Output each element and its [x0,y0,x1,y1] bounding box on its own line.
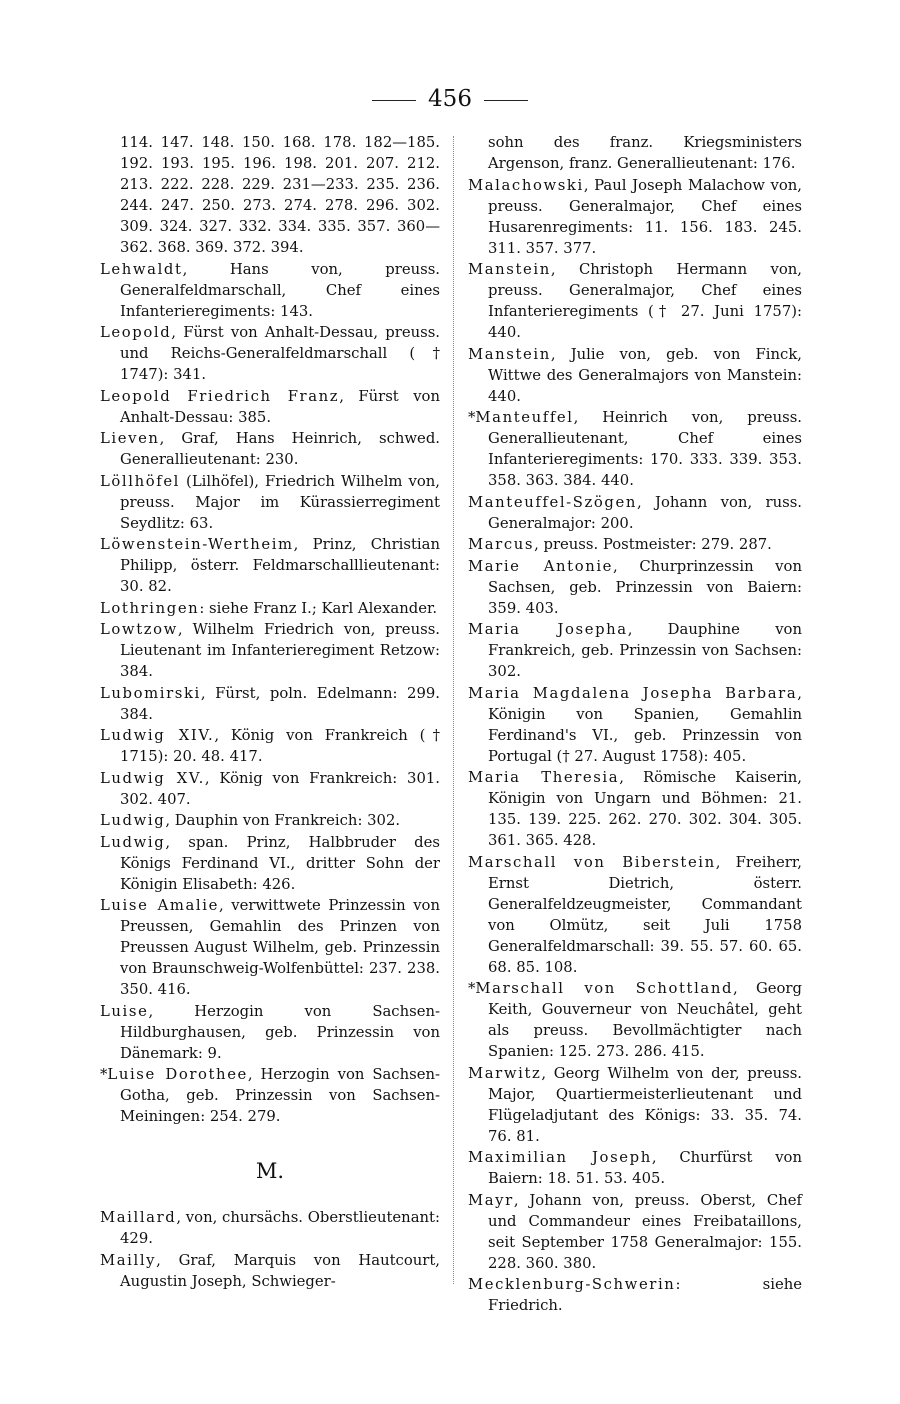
left-column [100,132,440,1292]
entry-headword: Manteuffel [475,409,574,426]
index-entry [468,852,802,978]
index-entry [468,492,802,534]
index-entry [468,534,802,555]
entry-headword: Maria Theresia [468,769,620,786]
entry-headword: Manstein [468,261,551,278]
section-heading-m: M. [255,1159,285,1183]
index-entry [468,407,802,491]
entry-headword: Marie Antonie [468,557,614,575]
entry-text: , Churprinzessin von Sachsen, geb. Prinzessin von Baiern: 359. 403. [488,557,802,617]
entry-headword: Leopold Friedrich Franz [100,387,340,405]
entry-headword: Lieven [100,430,160,447]
entry-headword: Malachowski [468,176,584,194]
entry-text: , Fürst, poln. Edelmann: 299. 384. [120,684,440,723]
entry-headword: Lothringen [100,599,200,617]
entry-headword: Lowtzow [100,621,178,638]
entry-headword: Leopold [100,324,172,341]
entry-text: 114. 147. 148. 150. 168. 178. 182—185. 192. 193. 195. 196. 198. 201. 207. 212. 213. 222. 228. 229. 231—233. 235. 236. 244. 247. 250. 273. 274. 278. 296. 302. 309. 324. 327. 332. 334. 335. 357. 360—362. 368. 369. 372. 394. [120,134,440,256]
entry-text: , span. Prinz, Halbbruder des Königs Ferdinand VI., dritter Sohn der Königin Elisabeth: 426. [120,833,440,893]
entry-text: , Dauphine von Frankreich, geb. Prinzessin von Sachsen: 302. [488,621,802,680]
index-entry [468,1274,802,1316]
left-entry-list-m [100,1207,440,1292]
entry-text: , Hans von, preuss. Generalfeldmarschall, Chef eines Infanterieregiments: 143. [120,260,440,320]
index-entry [468,619,802,682]
entry-headword: Marcus [468,536,535,553]
entry-star-mark: * [468,980,476,997]
index-entry [100,683,440,725]
index-entry [100,428,440,470]
entry-text: , Fürst von Anhalt-Dessau, preuss. und Reichs-Generalfeldmarschall († 1747): 341. [120,324,440,383]
index-entry [100,322,440,385]
entry-text: , Georg Wilhelm von der, preuss. Major, Quartiermeisterlieutenant und Flügeladjutant des Königs: 33. 35. 74. 76. 81. [488,1064,802,1145]
index-entry [100,725,440,767]
entry-text: , Wilhelm Friedrich von, preuss. Lieutenant im Infanterieregiment Retzow: 384. [120,621,440,680]
index-entry [100,1250,440,1292]
entry-headword: Ludwig XV. [100,769,205,787]
entry-headword: Ludwig [100,812,166,829]
index-entry [468,556,802,619]
index-entry [100,895,440,1000]
index-entry [100,598,440,619]
index-entry [100,259,440,322]
index-entry [468,259,802,343]
entry-text: , Herzogin von Sachsen-Gotha, geb. Prinzessin von Sachsen-Meiningen: 254. 279. [120,1066,440,1125]
index-entry [468,683,802,767]
index-entry [100,386,440,428]
entry-text: , verwittwete Prinzessin von Preussen, Gemahlin des Prinzen von Preussen August Wilhelm, geb. Prinzessin von Braunschweig-Wolfenbüttel: 237. 238. 350. 416. [120,897,440,998]
entry-text: , Georg Keith, Gouverneur von Neuchâtel, geht als preuss. Bevollmächtigter nach Spanien: 125. 273. 286. 415. [488,980,802,1060]
entry-text: , König von Frankreich: 301. 302. 407. [120,769,440,808]
entry-text: , Prinz, Christian Philipp, österr. Feldmarschalllieutenant: 30. 82. [120,536,440,595]
entry-text: , Römische Kaiserin, Königin von Ungarn und Böhmen: 21. 135. 139. 225. 262. 270. 302. 304. 305. 361. 365. 428. [488,769,802,849]
entry-text: , Paul Joseph Malachow von, preuss. Generalmajor, Chef eines Husarenregiments: 11. 156. 183. 245. 311. 357. 377. [488,176,802,257]
entry-headword: Luise Amalie [100,897,219,914]
entry-text: , König von Frankreich († 1715): 20. 48. 417. [120,727,441,765]
index-entry [468,1147,802,1189]
index-entry [100,619,440,682]
entry-headword: Marschall von Schottland [475,980,734,997]
entry-headword: Löllhöfel [100,472,181,490]
entry-headword: Ludwig XIV. [100,727,215,744]
page-number: 456 [428,86,472,112]
entry-headword: Mailly [100,1251,157,1269]
entry-text: , Heinrich von, preuss. Generallieutenant, Chef eines Infanterieregiments: 170. 333. 339. 353. 358. 363. 384. 440. [488,409,802,489]
index-entry [468,767,802,851]
index-entry [468,978,802,1062]
entry-text: , Christoph Hermann von, preuss. Generalmajor, Chef eines Infanterieregiments († 27. Juni 1757): 440. [488,261,802,341]
entry-text: , Graf, Hans Heinrich, schwed. Generallieutenant: 230. [120,430,440,468]
index-entry [100,534,440,597]
column-divider [453,136,454,1284]
right-column [468,132,802,1317]
entry-text: : siehe Friedrich. [488,1276,802,1314]
index-entry [468,1190,802,1274]
index-entry [100,1001,440,1064]
index-entry [468,132,802,174]
entry-star-mark: * [100,1066,108,1083]
entry-headword: Lubomirski [100,684,201,702]
left-entry-list [100,132,440,1127]
entry-headword: Mecklenburg-Schwerin [468,1276,676,1293]
entry-text: , Johann von, russ. Generalmajor: 200. [488,493,802,532]
entry-text: , Julie von, geb. von Finck, Wittwe des Generalmajors von Manstein: 440. [488,345,802,405]
entry-headword: Mayr [468,1191,514,1209]
index-entry [100,1207,440,1249]
right-entry-list [468,132,802,1316]
entry-headword: Luise Dorothee [107,1066,248,1083]
entry-text: , von, chursächs. Oberstlieutenant: 429. [120,1209,440,1247]
entry-text: , Dauphin von Frankreich: 302. [165,812,401,829]
entry-headword: Maillard [100,1209,177,1226]
index-entry [468,175,802,259]
entry-text: , Herzogin von Sachsen-Hildburghausen, geb. Prinzessin von Dänemark: 9. [120,1002,440,1062]
index-entry [468,344,802,407]
entry-headword: Luise [100,1002,149,1020]
header-rule-left [372,100,416,101]
index-entry [100,471,440,534]
entry-text: , Fürst von Anhalt-Dessau: 385. [120,387,440,426]
entry-headword: Marschall von Biberstein [468,853,716,871]
entry-text: , Freiherr, Ernst Dietrich, österr. Generalfeldzeugmeister, Commandant von Olmütz, seit Juli 1758 Generalfeldmarschall: 39. 55. 57. 60. 65. 68. 85. 108. [488,853,802,976]
entry-headword: Maximilian Joseph [468,1149,652,1166]
entry-text: , Churfürst von Baiern: 18. 51. 53. 405. [488,1149,802,1187]
index-entry [100,1064,440,1127]
entry-headword: Löwenstein-Wertheim [100,536,294,553]
entry-text: , Königin von Spanien, Gemahlin Ferdinand's VI., geb. Prinzessin von Portugal († 27. August 1758): 405. [488,684,802,765]
entry-headword: Manteuffel-Szögen [468,493,637,511]
entry-headword: Manstein [468,345,551,363]
entry-star-mark: * [468,409,476,426]
page-header [0,86,900,112]
entry-headword: Lehwaldt [100,260,183,278]
index-entry [100,768,440,810]
entry-text: sohn des franz. Kriegsministers Argenson, franz. Generallieutenant: 176. [488,134,802,172]
entry-text: , preuss. Postmeister: 279. 287. [534,536,772,553]
entry-headword: Marwitz [468,1064,542,1082]
entry-headword: Maria Magdalena Josepha Barbara [468,684,798,702]
index-entry [100,832,440,895]
entry-text: (Lilhöfel), Friedrich Wilhelm von, preuss. Major im Kürassierregiment Seydlitz: 63. [120,472,440,532]
entry-text: : siehe Franz I.; Karl Alexander. [199,599,438,617]
header-rule-right [484,100,528,101]
entry-headword: Ludwig [100,833,166,851]
entry-text: , Johann von, preuss. Oberst, Chef und Commandeur eines Freibataillons, seit September 1758 Generalmajor: 155. 228. 360. 380. [488,1191,802,1272]
index-entry [468,1063,802,1147]
index-entry [100,810,440,831]
entry-text: , Graf, Marquis von Hautcourt, Augustin Joseph, Schwieger- [120,1251,440,1290]
entry-headword: Maria Josepha [468,621,628,638]
index-entry [100,132,440,258]
